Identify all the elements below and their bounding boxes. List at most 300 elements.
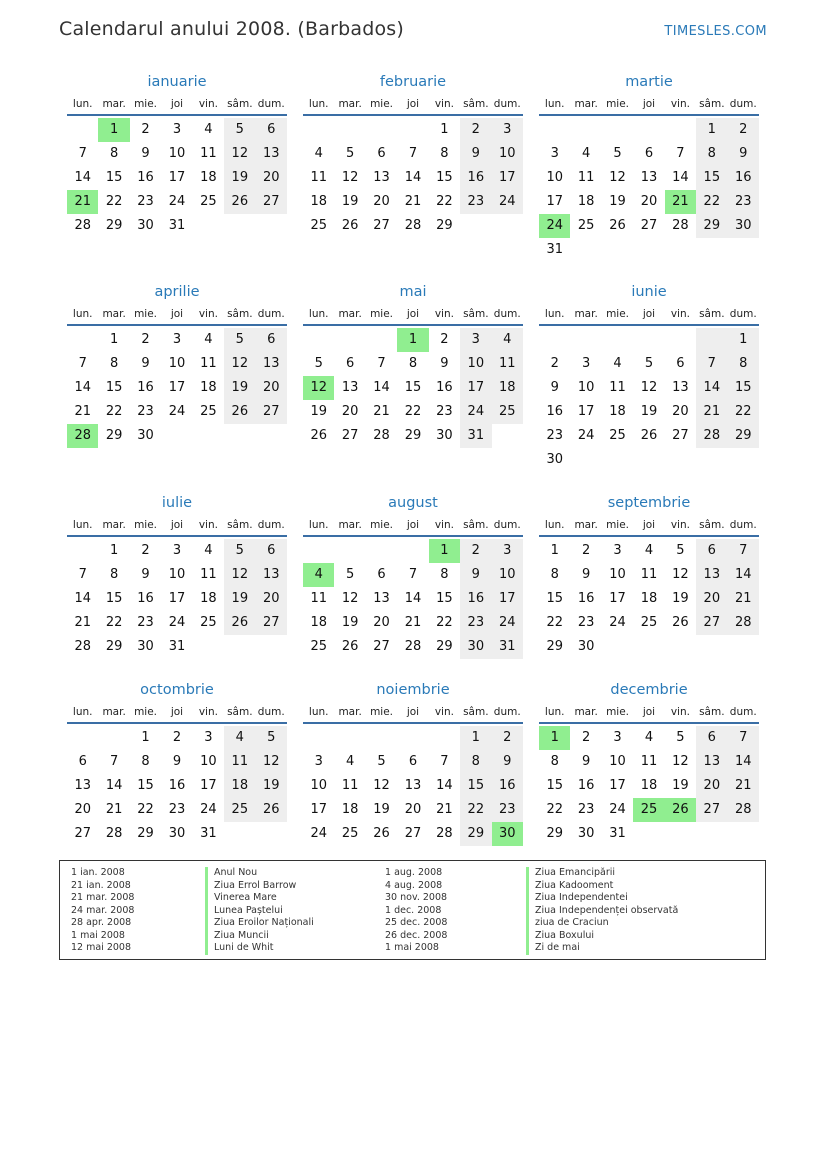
day-cell[interactable]: 11 <box>200 356 217 371</box>
day-cell[interactable]: 16 <box>577 591 595 606</box>
day-cell[interactable]: 25 <box>200 194 217 209</box>
day-cell[interactable]: 26 <box>224 611 255 635</box>
holiday-day-cell[interactable]: 1 <box>397 328 428 352</box>
day-cell[interactable]: 5 <box>224 328 255 352</box>
day-cell[interactable]: 6 <box>408 754 418 769</box>
day-cell[interactable]: 6 <box>377 146 386 161</box>
day-cell[interactable]: 31 <box>546 242 563 257</box>
day-cell[interactable]: 1 <box>728 328 759 352</box>
day-cell[interactable]: 24 <box>577 428 595 443</box>
holiday-day-cell[interactable]: 1 <box>429 539 460 563</box>
day-cell[interactable]: 7 <box>676 146 685 161</box>
day-cell[interactable]: 23 <box>137 194 154 209</box>
day-cell[interactable]: 13 <box>672 380 689 395</box>
day-cell[interactable]: 6 <box>345 356 355 371</box>
day-cell[interactable]: 24 <box>310 826 327 841</box>
day-cell[interactable]: 16 <box>546 404 563 419</box>
day-cell[interactable]: 16 <box>436 380 453 395</box>
day-cell[interactable]: 24 <box>492 611 523 635</box>
day-cell[interactable]: 5 <box>224 539 255 563</box>
day-cell[interactable]: 27 <box>696 798 727 822</box>
day-cell[interactable]: 13 <box>341 380 359 395</box>
day-cell[interactable]: 30 <box>728 214 759 238</box>
day-cell[interactable]: 30 <box>137 218 154 233</box>
day-cell[interactable]: 3 <box>172 332 182 347</box>
day-cell[interactable]: 30 <box>577 826 595 841</box>
day-cell[interactable]: 20 <box>404 802 422 817</box>
day-cell[interactable]: 3 <box>613 543 622 558</box>
day-cell[interactable]: 17 <box>492 166 523 190</box>
day-cell[interactable]: 17 <box>492 587 523 611</box>
day-cell[interactable]: 16 <box>137 170 154 185</box>
day-cell[interactable]: 20 <box>640 194 658 209</box>
day-cell[interactable]: 19 <box>224 587 255 611</box>
day-cell[interactable]: 4 <box>204 122 213 137</box>
day-cell[interactable]: 10 <box>577 380 595 395</box>
day-cell[interactable]: 6 <box>696 539 727 563</box>
day-cell[interactable]: 28 <box>105 826 123 841</box>
day-cell[interactable]: 18 <box>640 591 658 606</box>
day-cell[interactable]: 29 <box>436 218 453 233</box>
day-cell[interactable]: 7 <box>728 726 759 750</box>
day-cell[interactable]: 21 <box>728 774 759 798</box>
brand-link[interactable]: TIMESLES.COM <box>664 24 767 39</box>
day-cell[interactable]: 9 <box>141 356 150 371</box>
day-cell[interactable]: 9 <box>460 142 491 166</box>
day-cell[interactable]: 4 <box>204 332 213 347</box>
day-cell[interactable]: 14 <box>74 380 91 395</box>
day-cell[interactable]: 24 <box>168 615 186 630</box>
day-cell[interactable]: 20 <box>341 404 359 419</box>
day-cell[interactable]: 13 <box>256 563 287 587</box>
day-cell[interactable]: 19 <box>224 376 255 400</box>
day-cell[interactable]: 23 <box>728 190 759 214</box>
day-cell[interactable]: 2 <box>581 730 591 745</box>
day-cell[interactable]: 14 <box>696 376 727 400</box>
day-cell[interactable]: 7 <box>408 146 418 161</box>
day-cell[interactable]: 7 <box>728 539 759 563</box>
day-cell[interactable]: 31 <box>609 826 626 841</box>
day-cell[interactable]: 29 <box>404 428 422 443</box>
day-cell[interactable]: 22 <box>105 615 123 630</box>
day-cell[interactable]: 5 <box>256 726 287 750</box>
day-cell[interactable]: 17 <box>577 404 595 419</box>
day-cell[interactable]: 15 <box>404 380 422 395</box>
day-cell[interactable]: 29 <box>728 424 759 448</box>
day-cell[interactable]: 25 <box>492 400 523 424</box>
day-cell[interactable]: 27 <box>341 428 359 443</box>
day-cell[interactable]: 11 <box>640 567 658 582</box>
day-cell[interactable]: 5 <box>345 146 355 161</box>
day-cell[interactable]: 16 <box>728 166 759 190</box>
day-cell[interactable]: 10 <box>310 778 327 793</box>
day-cell[interactable]: 30 <box>168 826 186 841</box>
day-cell[interactable]: 29 <box>696 214 727 238</box>
day-cell[interactable]: 27 <box>74 826 91 841</box>
day-cell[interactable]: 1 <box>696 118 727 142</box>
day-cell[interactable]: 31 <box>492 635 523 659</box>
day-cell[interactable]: 19 <box>640 404 658 419</box>
day-cell[interactable]: 31 <box>168 218 186 233</box>
holiday-day-cell[interactable]: 26 <box>665 798 696 822</box>
day-cell[interactable]: 8 <box>440 567 449 582</box>
day-cell[interactable]: 9 <box>141 146 150 161</box>
day-cell[interactable]: 14 <box>436 778 453 793</box>
day-cell[interactable]: 18 <box>310 615 327 630</box>
day-cell[interactable]: 2 <box>141 122 150 137</box>
day-cell[interactable]: 10 <box>609 567 626 582</box>
day-cell[interactable]: 13 <box>696 750 727 774</box>
day-cell[interactable]: 25 <box>224 798 255 822</box>
day-cell[interactable]: 29 <box>137 826 154 841</box>
day-cell[interactable]: 30 <box>460 635 491 659</box>
day-cell[interactable]: 10 <box>609 754 626 769</box>
day-cell[interactable]: 24 <box>460 400 491 424</box>
day-cell[interactable]: 12 <box>341 591 359 606</box>
day-cell[interactable]: 9 <box>550 380 559 395</box>
day-cell[interactable]: 9 <box>172 754 182 769</box>
day-cell[interactable]: 30 <box>546 452 563 467</box>
day-cell[interactable]: 24 <box>168 194 186 209</box>
day-cell[interactable]: 22 <box>460 798 491 822</box>
day-cell[interactable]: 13 <box>74 778 91 793</box>
day-cell[interactable]: 13 <box>256 352 287 376</box>
day-cell[interactable]: 8 <box>109 356 119 371</box>
day-cell[interactable]: 9 <box>581 567 591 582</box>
day-cell[interactable]: 25 <box>310 639 327 654</box>
day-cell[interactable]: 18 <box>640 778 658 793</box>
day-cell[interactable]: 8 <box>141 754 150 769</box>
day-cell[interactable]: 23 <box>546 428 563 443</box>
day-cell[interactable]: 15 <box>546 778 563 793</box>
day-cell[interactable]: 11 <box>640 754 658 769</box>
day-cell[interactable]: 19 <box>341 194 359 209</box>
day-cell[interactable]: 1 <box>550 543 559 558</box>
day-cell[interactable]: 28 <box>672 218 689 233</box>
day-cell[interactable]: 8 <box>550 754 559 769</box>
day-cell[interactable]: 5 <box>377 754 386 769</box>
day-cell[interactable]: 12 <box>672 754 689 769</box>
day-cell[interactable]: 29 <box>436 639 453 654</box>
day-cell[interactable]: 18 <box>609 404 626 419</box>
day-cell[interactable]: 24 <box>492 190 523 214</box>
day-cell[interactable]: 5 <box>676 730 685 745</box>
day-cell[interactable]: 5 <box>676 543 685 558</box>
day-cell[interactable]: 18 <box>310 194 327 209</box>
day-cell[interactable]: 4 <box>644 543 654 558</box>
day-cell[interactable]: 23 <box>436 404 453 419</box>
holiday-day-cell[interactable]: 1 <box>539 726 570 750</box>
day-cell[interactable]: 27 <box>640 218 658 233</box>
day-cell[interactable]: 27 <box>373 218 390 233</box>
day-cell[interactable]: 20 <box>373 194 390 209</box>
day-cell[interactable]: 23 <box>577 615 595 630</box>
day-cell[interactable]: 21 <box>74 615 91 630</box>
day-cell[interactable]: 17 <box>168 591 186 606</box>
day-cell[interactable]: 24 <box>200 802 217 817</box>
day-cell[interactable]: 19 <box>672 591 689 606</box>
day-cell[interactable]: 18 <box>200 380 217 395</box>
day-cell[interactable]: 6 <box>377 567 386 582</box>
day-cell[interactable]: 4 <box>644 730 654 745</box>
day-cell[interactable]: 26 <box>256 798 287 822</box>
day-cell[interactable]: 26 <box>672 615 689 630</box>
day-cell[interactable]: 12 <box>224 352 255 376</box>
day-cell[interactable]: 15 <box>105 170 123 185</box>
day-cell[interactable]: 13 <box>373 170 390 185</box>
day-cell[interactable]: 1 <box>109 332 119 347</box>
day-cell[interactable]: 11 <box>492 352 523 376</box>
day-cell[interactable]: 18 <box>492 376 523 400</box>
day-cell[interactable]: 19 <box>341 615 359 630</box>
day-cell[interactable]: 15 <box>546 591 563 606</box>
day-cell[interactable]: 6 <box>696 726 727 750</box>
day-cell[interactable]: 25 <box>341 826 359 841</box>
day-cell[interactable]: 21 <box>373 404 390 419</box>
day-cell[interactable]: 27 <box>256 190 287 214</box>
day-cell[interactable]: 7 <box>78 356 87 371</box>
day-cell[interactable]: 17 <box>168 380 186 395</box>
day-cell[interactable]: 10 <box>168 356 186 371</box>
day-cell[interactable]: 25 <box>577 218 595 233</box>
day-cell[interactable]: 13 <box>256 142 287 166</box>
day-cell[interactable]: 22 <box>728 400 759 424</box>
day-cell[interactable]: 13 <box>696 563 727 587</box>
day-cell[interactable]: 14 <box>74 591 91 606</box>
day-cell[interactable]: 11 <box>609 380 626 395</box>
day-cell[interactable]: 12 <box>224 563 255 587</box>
day-cell[interactable]: 26 <box>609 218 626 233</box>
day-cell[interactable]: 13 <box>404 778 422 793</box>
day-cell[interactable]: 21 <box>436 802 453 817</box>
day-cell[interactable]: 20 <box>373 615 390 630</box>
day-cell[interactable]: 18 <box>224 774 255 798</box>
day-cell[interactable]: 22 <box>696 190 727 214</box>
day-cell[interactable]: 11 <box>224 750 255 774</box>
day-cell[interactable]: 20 <box>256 166 287 190</box>
day-cell[interactable]: 28 <box>728 798 759 822</box>
day-cell[interactable]: 7 <box>440 754 449 769</box>
day-cell[interactable]: 4 <box>613 356 622 371</box>
holiday-day-cell[interactable]: 4 <box>303 563 334 587</box>
day-cell[interactable]: 1 <box>460 726 491 750</box>
day-cell[interactable]: 11 <box>200 567 217 582</box>
day-cell[interactable]: 16 <box>168 778 186 793</box>
day-cell[interactable]: 7 <box>109 754 119 769</box>
day-cell[interactable]: 8 <box>408 356 418 371</box>
day-cell[interactable]: 28 <box>404 218 422 233</box>
day-cell[interactable]: 18 <box>341 802 359 817</box>
day-cell[interactable]: 8 <box>109 146 119 161</box>
day-cell[interactable]: 24 <box>168 404 186 419</box>
day-cell[interactable]: 9 <box>460 563 491 587</box>
day-cell[interactable]: 15 <box>105 591 123 606</box>
day-cell[interactable]: 15 <box>137 778 154 793</box>
day-cell[interactable]: 26 <box>640 428 658 443</box>
day-cell[interactable]: 23 <box>460 611 491 635</box>
day-cell[interactable]: 22 <box>436 194 453 209</box>
day-cell[interactable]: 15 <box>436 591 453 606</box>
day-cell[interactable]: 12 <box>609 170 626 185</box>
day-cell[interactable]: 8 <box>550 567 559 582</box>
day-cell[interactable]: 29 <box>105 218 123 233</box>
day-cell[interactable]: 18 <box>200 591 217 606</box>
holiday-day-cell[interactable]: 21 <box>665 190 696 214</box>
day-cell[interactable]: 3 <box>172 122 182 137</box>
day-cell[interactable]: 22 <box>404 404 422 419</box>
day-cell[interactable]: 17 <box>168 170 186 185</box>
day-cell[interactable]: 21 <box>74 404 91 419</box>
day-cell[interactable]: 14 <box>373 380 390 395</box>
day-cell[interactable]: 5 <box>224 118 255 142</box>
day-cell[interactable]: 28 <box>728 611 759 635</box>
day-cell[interactable]: 12 <box>373 778 390 793</box>
day-cell[interactable]: 8 <box>696 142 727 166</box>
holiday-day-cell[interactable]: 21 <box>67 190 98 214</box>
day-cell[interactable]: 2 <box>581 543 591 558</box>
day-cell[interactable]: 26 <box>341 639 359 654</box>
day-cell[interactable]: 2 <box>550 356 559 371</box>
day-cell[interactable]: 21 <box>728 587 759 611</box>
day-cell[interactable]: 5 <box>345 567 355 582</box>
day-cell[interactable]: 23 <box>168 802 186 817</box>
day-cell[interactable]: 15 <box>105 380 123 395</box>
day-cell[interactable]: 4 <box>314 146 323 161</box>
day-cell[interactable]: 5 <box>613 146 622 161</box>
day-cell[interactable]: 11 <box>310 591 327 606</box>
day-cell[interactable]: 18 <box>577 194 595 209</box>
day-cell[interactable]: 2 <box>460 539 491 563</box>
day-cell[interactable]: 25 <box>200 404 217 419</box>
day-cell[interactable]: 27 <box>256 400 287 424</box>
day-cell[interactable]: 4 <box>204 543 213 558</box>
day-cell[interactable]: 10 <box>168 146 186 161</box>
day-cell[interactable]: 27 <box>256 611 287 635</box>
day-cell[interactable]: 16 <box>460 587 491 611</box>
day-cell[interactable]: 19 <box>224 166 255 190</box>
day-cell[interactable]: 16 <box>492 774 523 798</box>
day-cell[interactable]: 14 <box>728 563 759 587</box>
day-cell[interactable]: 8 <box>440 146 449 161</box>
day-cell[interactable]: 11 <box>341 778 359 793</box>
day-cell[interactable]: 16 <box>137 380 154 395</box>
day-cell[interactable]: 27 <box>672 428 689 443</box>
day-cell[interactable]: 1 <box>141 730 150 745</box>
day-cell[interactable]: 1 <box>440 122 449 137</box>
day-cell[interactable]: 26 <box>224 190 255 214</box>
day-cell[interactable]: 21 <box>404 194 422 209</box>
day-cell[interactable]: 17 <box>310 802 327 817</box>
day-cell[interactable]: 30 <box>137 428 154 443</box>
day-cell[interactable]: 2 <box>141 543 150 558</box>
day-cell[interactable]: 6 <box>256 539 287 563</box>
day-cell[interactable]: 13 <box>373 591 390 606</box>
day-cell[interactable]: 4 <box>345 754 355 769</box>
day-cell[interactable]: 28 <box>74 218 91 233</box>
day-cell[interactable]: 9 <box>581 754 591 769</box>
day-cell[interactable]: 11 <box>200 146 217 161</box>
day-cell[interactable]: 30 <box>137 639 154 654</box>
day-cell[interactable]: 6 <box>78 754 87 769</box>
day-cell[interactable]: 10 <box>168 567 186 582</box>
day-cell[interactable]: 30 <box>436 428 453 443</box>
day-cell[interactable]: 12 <box>341 170 359 185</box>
day-cell[interactable]: 21 <box>404 615 422 630</box>
day-cell[interactable]: 22 <box>105 194 123 209</box>
day-cell[interactable]: 3 <box>492 539 523 563</box>
day-cell[interactable]: 17 <box>200 778 217 793</box>
day-cell[interactable]: 6 <box>676 356 685 371</box>
day-cell[interactable]: 25 <box>640 615 658 630</box>
day-cell[interactable]: 31 <box>168 639 186 654</box>
day-cell[interactable]: 2 <box>728 118 759 142</box>
day-cell[interactable]: 12 <box>640 380 658 395</box>
day-cell[interactable]: 19 <box>373 802 390 817</box>
day-cell[interactable]: 24 <box>609 802 626 817</box>
day-cell[interactable]: 3 <box>613 730 622 745</box>
day-cell[interactable]: 28 <box>436 826 453 841</box>
day-cell[interactable]: 29 <box>546 826 563 841</box>
day-cell[interactable]: 30 <box>577 639 595 654</box>
day-cell[interactable]: 20 <box>696 587 727 611</box>
day-cell[interactable]: 2 <box>460 118 491 142</box>
day-cell[interactable]: 25 <box>200 615 217 630</box>
day-cell[interactable]: 10 <box>492 142 523 166</box>
day-cell[interactable]: 1 <box>109 543 119 558</box>
day-cell[interactable]: 9 <box>141 567 150 582</box>
day-cell[interactable]: 2 <box>440 332 449 347</box>
day-cell[interactable]: 15 <box>436 170 453 185</box>
day-cell[interactable]: 23 <box>137 404 154 419</box>
day-cell[interactable]: 21 <box>696 400 727 424</box>
day-cell[interactable]: 20 <box>696 774 727 798</box>
day-cell[interactable]: 24 <box>609 615 626 630</box>
day-cell[interactable]: 16 <box>137 591 154 606</box>
day-cell[interactable]: 14 <box>74 170 91 185</box>
day-cell[interactable]: 19 <box>310 404 327 419</box>
day-cell[interactable]: 6 <box>644 146 654 161</box>
holiday-day-cell[interactable]: 24 <box>539 214 570 238</box>
day-cell[interactable]: 7 <box>408 567 418 582</box>
day-cell[interactable]: 3 <box>550 146 559 161</box>
day-cell[interactable]: 19 <box>609 194 626 209</box>
holiday-day-cell[interactable]: 30 <box>492 822 523 846</box>
holiday-day-cell[interactable]: 1 <box>98 118 129 142</box>
day-cell[interactable]: 26 <box>310 428 327 443</box>
day-cell[interactable]: 2 <box>141 332 150 347</box>
day-cell[interactable]: 7 <box>78 146 87 161</box>
day-cell[interactable]: 12 <box>224 142 255 166</box>
day-cell[interactable]: 8 <box>728 352 759 376</box>
day-cell[interactable]: 26 <box>224 400 255 424</box>
day-cell[interactable]: 19 <box>672 778 689 793</box>
day-cell[interactable]: 23 <box>460 190 491 214</box>
day-cell[interactable]: 9 <box>728 142 759 166</box>
day-cell[interactable]: 10 <box>460 352 491 376</box>
day-cell[interactable]: 10 <box>200 754 217 769</box>
day-cell[interactable]: 17 <box>460 376 491 400</box>
day-cell[interactable]: 23 <box>137 615 154 630</box>
day-cell[interactable]: 22 <box>105 404 123 419</box>
day-cell[interactable]: 3 <box>460 328 491 352</box>
day-cell[interactable]: 6 <box>256 118 287 142</box>
day-cell[interactable]: 7 <box>377 356 386 371</box>
day-cell[interactable]: 9 <box>440 356 449 371</box>
day-cell[interactable]: 4 <box>581 146 591 161</box>
day-cell[interactable]: 27 <box>404 826 422 841</box>
day-cell[interactable]: 2 <box>492 726 523 750</box>
day-cell[interactable]: 19 <box>256 774 287 798</box>
